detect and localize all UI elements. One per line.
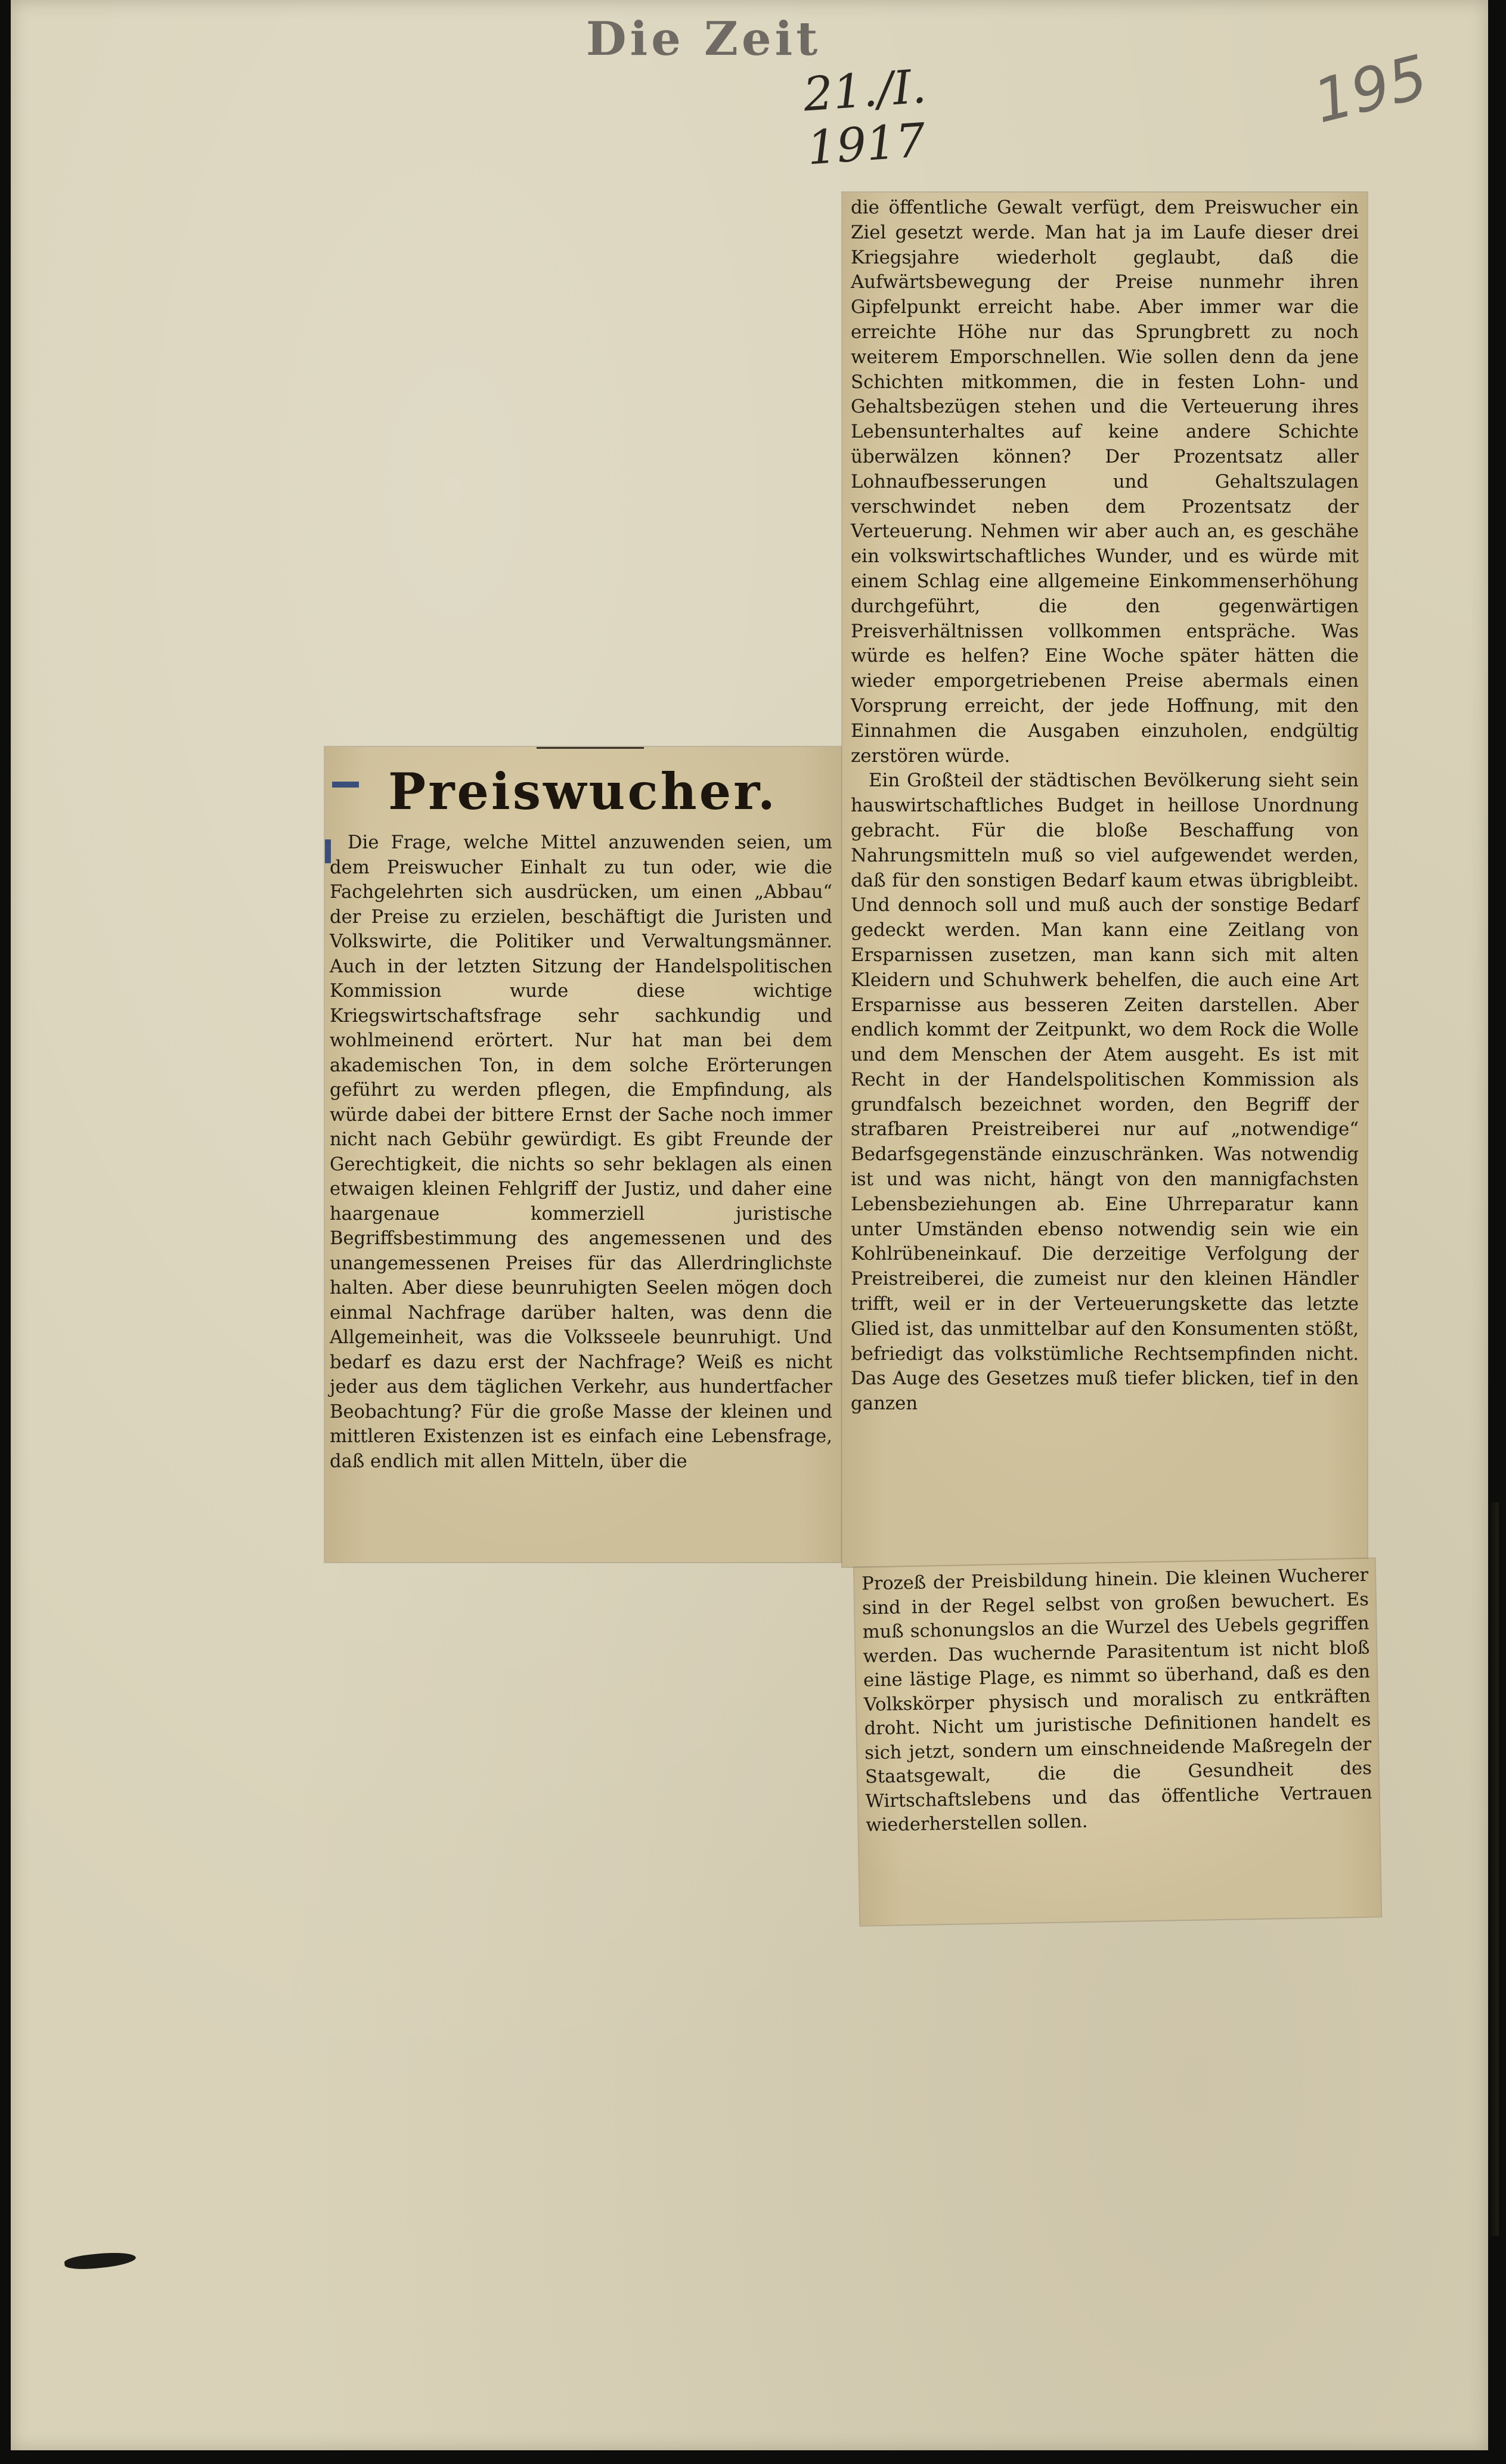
handwritten-page-number: 195 bbox=[1307, 41, 1434, 137]
article-column-left bbox=[330, 830, 832, 1474]
article-paragraph: Ein Großteil der städtischen Bevölkerung sieht sein hauswirtschaftliches Budget in heillose Unordnung gebracht. Für die bloße Beschaffung von Nahrungsmitteln muß so viel aufgewendet werden, daß für den sonstigen Bedarf kaum etwas übrigbleibt. Und dennoch soll und muß auch der sonstige Bedarf gedeckt werden. Man kann eine Zeitlang von Ersparnissen zusetzen, man kann sich mit alten Kleidern und Schuhwerk behelfen, die auch eine Art Ersparnisse aus besseren Zeiten darstellen. Aber endlich kommt der Zeitpunkt, wo dem Rock die Wolle und dem Menschen der Atem ausgeht. Es ist mit Recht in der Handelspolitischen Kommission als grundfalsch bezeichnet worden, den Begriff der strafbaren Preistreiberei nur auf „notwendige“ Bedarfsgegenstände einzuschränken. Was notwendig ist und was nicht, hängt von den mannigfachsten Lebensbeziehungen ab. Eine Uhrreparatur kann unter Umständen ebenso notwendig sein wie ein Kohlrübeneinkauf. Die derzeitige Verfolgung der Preistreiberei, die zumeist nur den kleinen Händler trifft, weil er in der Verteuerungskette das letzte Glied ist, das unmittelbar auf den Konsumenten stößt, befriedigt das volkstümliche Rechtsempfinden nicht. Das Auge des Gesetzes muß tiefer blicken, tief in den ganzen bbox=[851, 770, 1359, 1415]
ink-blot bbox=[64, 2250, 137, 2271]
handwritten-date: 21./I. 1917 bbox=[801, 60, 928, 176]
clipping-bottom bbox=[854, 1558, 1381, 1925]
paper-fold-shadow bbox=[1489, 1502, 1499, 2236]
article-paragraph: Prozeß der Preisbildung hinein. Die kleinen Wucherer sind in der Regel selbst von großen bewuchert. Es muß schonungslos an die Wurzel des Uebels gegriffen werden. Das wuchernde Parasitentum ist nicht bloß eine lästige Plage, es nimmt so überhand, daß es den Volkskörper physisch und moralisch zu entkräften droht. Nicht um juristische Definitionen handelt es sich jetzt, sondern um einschneidende Maßregeln der Staatsgewalt, die die Gesundheit des Wirtschaftslebens und das öffentliche Vertrauen wiederherstellen sollen. bbox=[862, 1564, 1372, 1836]
clipping-right bbox=[842, 193, 1367, 1567]
headline-rule bbox=[537, 747, 644, 749]
newspaper-stamp: Die Zeit bbox=[586, 12, 822, 66]
article-headline: Preiswucher. bbox=[388, 762, 777, 821]
article-column-bottom bbox=[862, 1564, 1373, 1838]
clipping-left bbox=[325, 747, 841, 1562]
article-paragraph: Die Frage, welche Mittel anzuwenden seien, um dem Preiswucher Einhalt zu tun oder, wie die Fachgelehrten sich ausdrücken, um einen „Abbau“ der Preise zu erzielen, beschäftigt die Juristen und Volkswirte, die Politiker und Verwaltungsmänner. Auch in der letzten Sitzung der Handelspolitischen Kommission wurde diese wichtige Kriegswirtschaftsfrage sehr sachkundig und wohlmeinend erörtert. Nur hat man bei dem akademischen Ton, in dem solche Erörterungen geführt zu werden pflegen, die Empfindung, als würde dabei der bittere Ernst der Sache noch immer nicht nach Gebühr gewürdigt. Es gibt Freunde der Gerechtigkeit, die nichts so sehr beklagen als einen etwaigen kleinen Fehlgriff der Justiz, und daher eine haargenaue kommerziell juristische Begriffsbestimmung des angemessenen und des unangemessenen Preises für das Allerdringlichste halten. Aber diese beunruhigten Seelen mögen doch einmal Nachfrage darüber halten, was denn die Allgemeinheit, was die Volksseele beunruhigt. Und bedarf es dazu erst der Nachfrage? Weiß es nicht jeder aus dem täglichen Verkehr, aus hundertfacher Beobachtung? Für die große Masse der kleinen und mittleren Existenzen ist es einfach eine Lebensfrage, daß endlich mit allen Mitteln, über die bbox=[330, 832, 832, 1472]
article-column-right bbox=[851, 196, 1359, 1417]
article-paragraph: die öffentliche Gewalt verfügt, dem Preiswucher ein Ziel gesetzt werde. Man hat ja im Laufe dieser drei Kriegsjahre wiederholt geglaubt, daß die Aufwärtsbewegung der Preise nunmehr ihren Gipfelpunkt erreicht habe. Aber immer war die erreichte Höhe nur das Sprungbrett zu noch weiterem Emporschnellen. Wie sollen denn da jene Schichten mitkommen, die in festen Lohn- und Gehaltsbezügen stehen und die Verteuerung ihres Lebensunterhaltes auf keine andere Schichte überwälzen können? Der Prozentsatz aller Lohnaufbesserungen und Gehaltszulagen verschwindet neben dem Prozentsatz der Verteuerung. Nehmen wir aber auch an, es geschähe ein volkswirtschaftliches Wunder, und es würde mit einem Schlag eine allgemeine Einkommenserhöhung durchgeführt, die den gegenwärtigen Preisverhältnissen vollkommen entspräche. Was würde es helfen? Eine Woche später hätten die wieder emporgetriebenen Preise abermals einen Vorsprung erreicht, der jede Hoffnung, mit den Einnahmen die Ausgaben einzuholen, endgültig zerstören würde. bbox=[851, 197, 1359, 767]
archive-sheet bbox=[11, 0, 1488, 2450]
